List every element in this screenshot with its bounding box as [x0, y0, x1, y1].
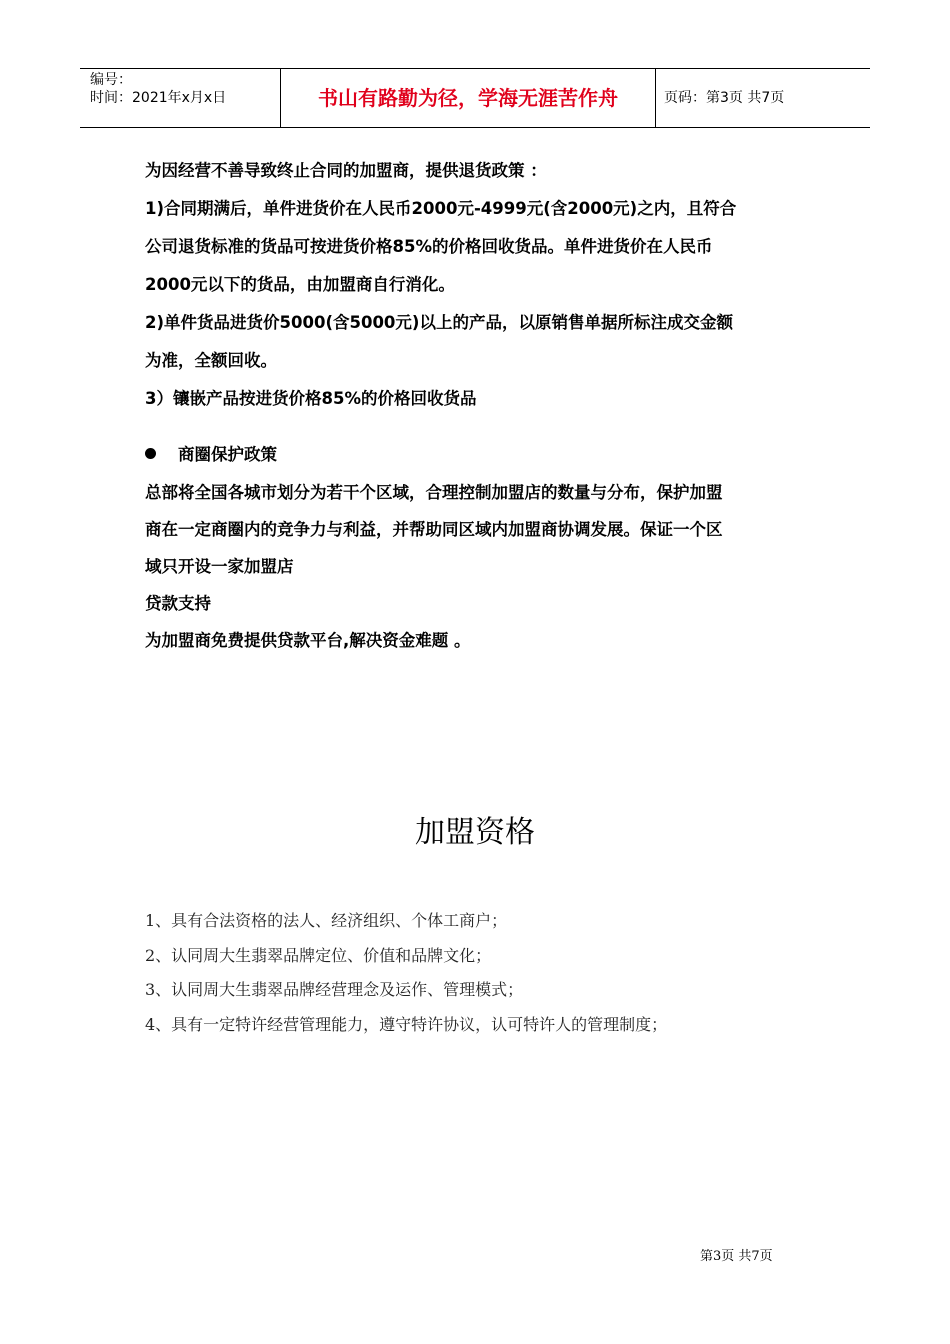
header-divider	[655, 69, 656, 127]
territory-line: 商在一定商圈内的竞争力与利益，并帮助同区域内加盟商协调发展。保证一个区	[145, 520, 723, 539]
header-motto: 书山有路勤为径，学海无涯苦作舟	[318, 86, 618, 110]
page-header	[80, 68, 870, 128]
header-divider	[280, 69, 281, 127]
qualification-item: 3、认同周大生翡翠品牌经营理念及运作、管理模式；	[145, 980, 524, 999]
header-number: 编号：	[90, 72, 132, 88]
qualification-item: 4、具有一定特许经营管理能力，遵守特许协议，认可特许人的管理制度；	[145, 1014, 668, 1034]
qualification-list	[145, 904, 825, 1042]
territory-heading-text: 商圈保护政策	[178, 445, 277, 464]
territory-section	[145, 474, 815, 659]
return-policy-line: 2000元以下的货品，由加盟商自行消化。	[145, 275, 455, 294]
footer-page-number: 第3页 共7页	[700, 1249, 773, 1264]
header-meta	[90, 71, 280, 107]
header-page-number: 页码：第3页 共7页	[664, 90, 785, 106]
territory-line: 贷款支持	[145, 594, 211, 613]
qualification-item: 1、具有合法资格的法人、经济组织、个体工商户；	[145, 911, 508, 930]
territory-line: 为加盟商免费提供贷款平台,解决资金难题 。	[145, 631, 471, 650]
territory-line: 域只开设一家加盟店	[145, 557, 294, 576]
return-policy-line: 2)单件货品进货价5000(含5000元)以上的产品，以原销售单据所标注成交金额	[145, 313, 733, 332]
territory-heading	[145, 440, 277, 470]
return-policy-line: 1)合同期满后，单件进货价在人民币2000元-4999元(含2000元)之内，且符合	[145, 199, 737, 218]
territory-line: 总部将全国各城市划分为若干个区域，合理控制加盟店的数量与分布，保护加盟	[145, 483, 723, 502]
return-policy-line: 为准，全额回收。	[145, 351, 277, 370]
qualification-title: 加盟资格	[415, 815, 535, 850]
qualification-item: 2、认同周大生翡翠品牌定位、价值和品牌文化；	[145, 945, 492, 965]
bullet-icon	[145, 448, 156, 459]
return-policy-section	[145, 152, 815, 418]
header-time: 时间：2021年x月x日	[90, 90, 227, 106]
return-policy-line: 为因经营不善导致终止合同的加盟商，提供退货政策 ：	[145, 161, 547, 180]
return-policy-line: 3）镶嵌产品按进货价格85%的价格回收货品	[145, 389, 477, 408]
return-policy-line: 公司退货标准的货品可按进货价格85%的价格回收货品。单件进货价在人民币	[145, 237, 713, 256]
